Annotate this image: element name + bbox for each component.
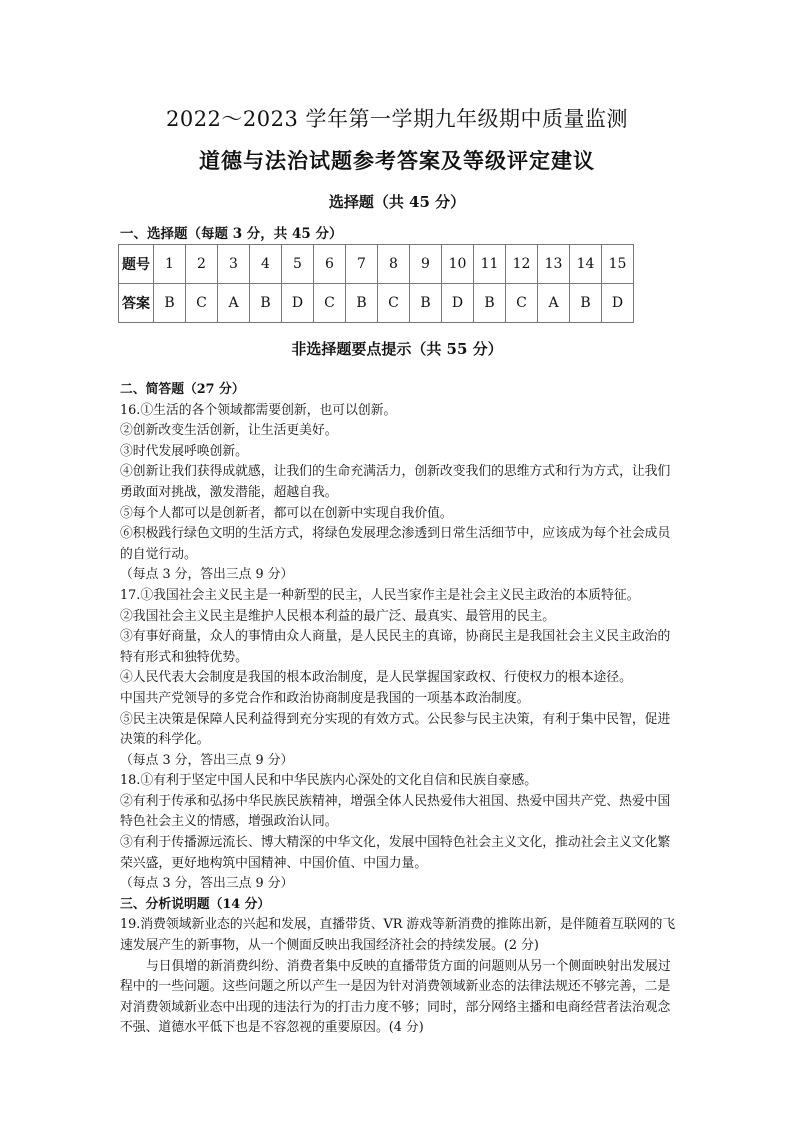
answer-cell: C xyxy=(378,284,410,323)
answer-paragraph: ②有利于传承和弘扬中华民族民族精神，增强全体人民热爱伟大祖国、热爱中国共产党、热爱中国特色社会主义的情感，增强政治认同。 xyxy=(120,793,671,830)
answer-paragraph: 16.①生活的各个领域都需要创新，也可以创新。 xyxy=(120,402,397,418)
answer-paragraph: （每点 3 分，答出三点 9 分） xyxy=(120,752,294,768)
answer-cell: B xyxy=(410,284,442,323)
answer-cell: B xyxy=(474,284,506,323)
choice-part-title: 一、选择题（每题 3 分，共 45 分） xyxy=(120,226,343,242)
choice-heading: 选择题（共 45 分） xyxy=(328,193,466,211)
answer-paragraph: （每点 3 分，答出三点 9 分） xyxy=(120,567,294,583)
answer-paragraph: 18.①有利于坚定中国人民和中华民族内心深处的文化自信和民族自豪感。 xyxy=(120,773,538,789)
question-number-row xyxy=(119,245,634,284)
answer-paragraph: 中国共产党领导的多党合作和政治协商制度是我国的一项基本政治制度。 xyxy=(120,690,530,706)
answer-cell: B xyxy=(570,284,602,323)
answer-row xyxy=(119,284,634,323)
answer-cell: D xyxy=(602,284,634,323)
title-line-1: 2022～2023 学年第一学期九年级期中质量监测 xyxy=(165,107,629,131)
question-number-cell: 7 xyxy=(346,245,378,284)
question-number-cell: 1 xyxy=(154,245,186,284)
question-number-cell: 2 xyxy=(186,245,218,284)
answer-paragraph: ③有事好商量，众人的事情由众人商量，是人民民主的真谛，协商民主是我国社会主义民主政治的特有形式和独特优势。 xyxy=(120,629,671,665)
answer-paragraph: 与日俱增的新消费纠纷、消费者集中反映的直播带货方面的问题则从另一个侧面映射出发展过程中的一些问题。这些问题之所以产生一是因为针对消费领域新业态的法律法规还不够完善，二是对消费领域新业态中出现的违法行为的打击力度不够；同时，部分网络主播和电商经营者法治观念不强、道德水平低下也是不容忽视的重要原因。(4 分) xyxy=(120,958,671,1036)
answer-cell: C xyxy=(506,284,538,323)
nonchoice-heading: 非选择题要点提示（共 55 分） xyxy=(291,340,503,358)
answer-paragraph: ③时代发展呼唤创新。 xyxy=(120,443,248,459)
answer-cell: C xyxy=(314,284,346,323)
answer-paragraph: 19.消费领域新业态的兴起和发展，直播带货、VR 游戏等新消费的推陈出新，是伴随着互联网的飞速发展产生的新事物，从一个侧面反映出我国经济社会的持续发展。(2 分) xyxy=(120,917,676,954)
answer-paragraph: ③有利于传播源远流长、博大精深的中华文化，发展中国特色社会主义文化，推动社会主义文化繁荣兴盛，更好地构筑中国精神、中国价值、中国力量。 xyxy=(120,835,671,871)
question-number-cell: 9 xyxy=(410,245,442,284)
section-heading: 二、简答题（27 分） xyxy=(120,382,245,397)
answer-body xyxy=(120,380,680,1039)
answer-cell: D xyxy=(282,284,314,323)
row-label-answer: 答案 xyxy=(119,284,154,323)
answer-cell: C xyxy=(186,284,218,323)
answer-paragraph: ②创新改变生活创新，让生活更美好。 xyxy=(120,423,338,439)
answer-paragraph: ⑤每个人都可以是创新者，都可以在创新中实现自我价值。 xyxy=(120,505,453,521)
answer-paragraph: ⑥积极践行绿色文明的生活方式，将绿色发展理念渗透到日常生活细节中，应该成为每个社会成员的自觉行动。 xyxy=(120,526,671,562)
question-number-cell: 10 xyxy=(442,245,474,284)
row-label-number: 题号 xyxy=(119,245,154,284)
answer-paragraph: ④创新让我们获得成就感，让我们的生命充满活力，创新改变我们的思维方式和行为方式，让我们勇敢面对挑战，激发潜能，超越自我。 xyxy=(120,464,671,500)
answer-paragraph: ②我国社会主义民主是维护人民根本利益的最广泛、最真实、最管用的民主。 xyxy=(120,608,556,624)
question-number-cell: 5 xyxy=(282,245,314,284)
answer-table xyxy=(118,244,634,323)
answer-paragraph: ④人民代表大会制度是我国的根本政治制度，是人民掌握国家政权、行使权力的根本途径。 xyxy=(120,670,632,686)
question-number-cell: 3 xyxy=(218,245,250,284)
section-heading: 三、分析说明题（14 分） xyxy=(120,896,271,912)
question-number-cell: 8 xyxy=(378,245,410,284)
question-number-cell: 15 xyxy=(602,245,634,284)
question-number-cell: 14 xyxy=(570,245,602,284)
answer-cell: D xyxy=(442,284,474,323)
answer-paragraph: 17.①我国社会主义民主是一种新型的民主，人民当家作主是社会主义民主政治的本质特征。 xyxy=(120,587,640,603)
question-number-cell: 4 xyxy=(250,245,282,284)
answer-cell: B xyxy=(154,284,186,323)
question-number-cell: 6 xyxy=(314,245,346,284)
question-number-cell: 12 xyxy=(506,245,538,284)
answer-cell: A xyxy=(218,284,250,323)
answer-cell: B xyxy=(346,284,378,323)
answer-paragraph: （每点 3 分，答出三点 9 分） xyxy=(120,876,294,892)
answer-cell: A xyxy=(538,284,570,323)
question-number-cell: 13 xyxy=(538,245,570,284)
question-number-cell: 11 xyxy=(474,245,506,284)
answer-cell: B xyxy=(250,284,282,323)
title-line-2: 道德与法治试题参考答案及等级评定建议 xyxy=(199,148,595,173)
answer-paragraph: ⑤民主决策是保障人民利益得到充分实现的有效方式。公民参与民主决策，有利于集中民智，促进决策的科学化。 xyxy=(120,711,671,748)
